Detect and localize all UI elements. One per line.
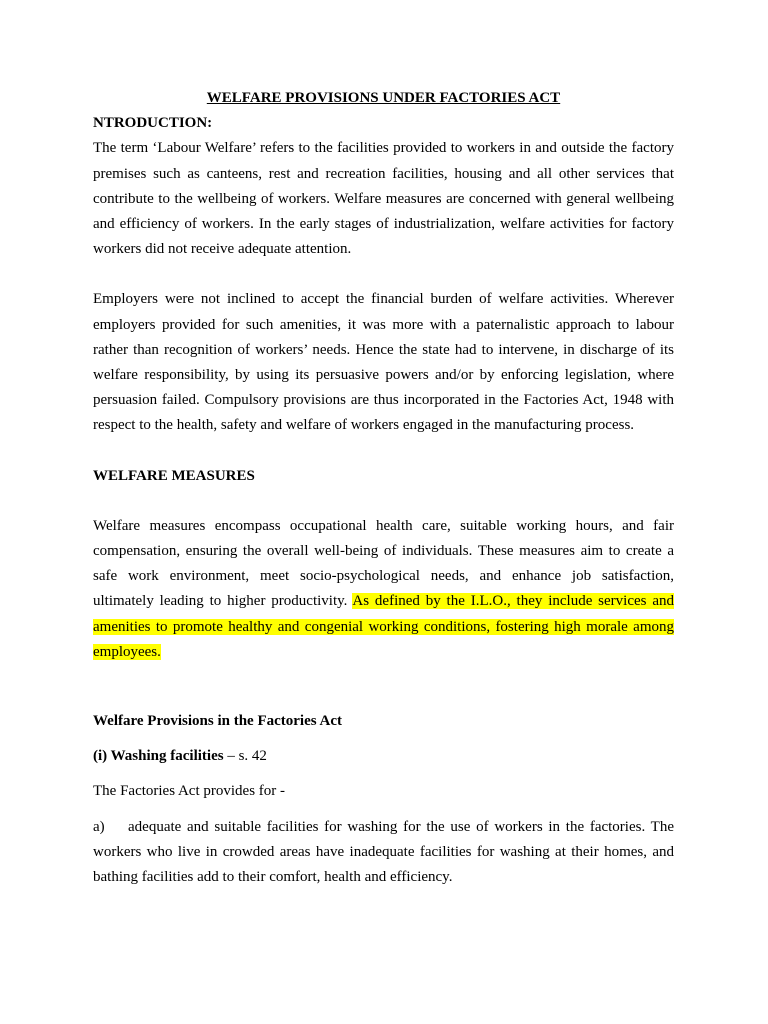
welfare-measures-heading: WELFARE MEASURES: [93, 467, 255, 484]
spacer: [93, 665, 674, 709]
provides-line: The Factories Act provides for -: [93, 783, 286, 800]
spacer: [93, 805, 674, 815]
intro-heading: NTRODUCTION:: [93, 115, 213, 132]
spacer: [93, 769, 674, 779]
intro-paragraph: The term ‘Labour Welfare’ refers to the facilities provided to workers in and outside the factory premises such as canteens, rest and recreation facilities, housing and all other services that contribute to the wellbeing of workers. Welfare measures are concerned with general wellbeing and efficiency of workers. In the early stages of industrialization, welfare activities for factory workers did not receive adequate attention.: [93, 140, 674, 258]
spacer: [93, 734, 674, 744]
employers-paragraph: Employers were not inclined to accept the financial burden of welfare activities. Wherever employers provided for such amenities, it was more with a paternalistic approach to labour rather than recognition of workers’ needs. Hence the state had to intervene, in discharge of its welfare responsibility, by using its persuasive powers and/or by enforcing legislation, where persuasion failed. Compulsory provisions are thus incorporated in the Factories Act, 1948 with respect to the health, safety and welfare of workers engaged in the manufacturing process.: [93, 291, 674, 434]
list-item-marker: a): [93, 818, 105, 835]
washing-facilities-section: – s. 42: [223, 748, 267, 765]
spacer: [93, 489, 674, 514]
list-item: [93, 815, 674, 891]
washing-facilities-line: [93, 744, 674, 769]
welfare-measures-paragraph: [93, 514, 674, 665]
list-item-text: adequate and suitable facilities for washing for the use of workers in the factories. The workers who live in crowded areas have inadequate facilities for washing at their homes, and bathing facilities add to their comfort, health and efficiency.: [93, 818, 674, 886]
spacer: [93, 439, 674, 464]
washing-facilities-label: (i) Washing facilities: [93, 748, 224, 765]
spacer: [93, 262, 674, 287]
provisions-heading: Welfare Provisions in the Factories Act: [93, 713, 342, 730]
document-page: [93, 86, 674, 890]
document-title: WELFARE PROVISIONS UNDER FACTORIES ACT: [206, 90, 561, 106]
measures-plain-text: Welfare measures encompass occupational health care, suitable working hours, and fair compensation, ensuring the overall well-being of individuals. These measures aim to create a safe work environment, meet socio-psychological needs, and enhance job satisfaction, ultimately leading to higher productivity.: [93, 517, 674, 610]
measures-highlighted-text: As defined by the I.L.O., they include services and amenities to promote healthy and congenial working conditions, fostering high morale among employees.: [93, 593, 674, 660]
